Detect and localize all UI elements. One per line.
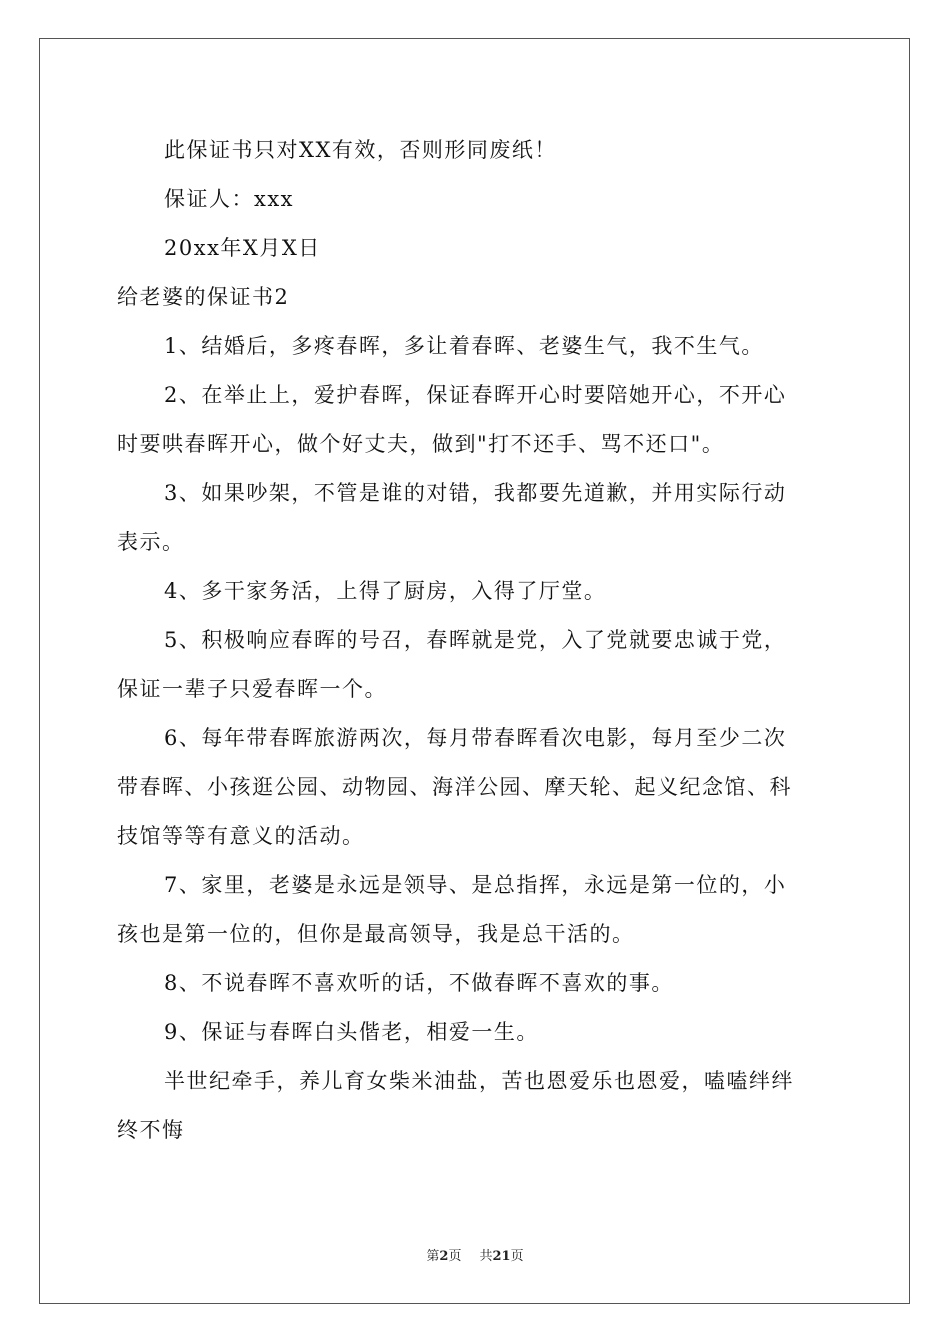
paragraph-line: 6、每年带春晖旅游两次，每月带春晖看次电影，每月至少二次 — [164, 726, 787, 750]
paragraph-line: 3、如果吵架，不管是谁的对错，我都要先道歉，并用实际行动 — [164, 481, 787, 505]
paragraph-line: 孩也是第一位的，但你是最高领导，我是总干活的。 — [117, 922, 635, 946]
page-prefix: 第 — [426, 1249, 440, 1264]
total-prefix: 共 — [479, 1249, 493, 1264]
paragraph-line: 时要哄春晖开心，做个好丈夫，做到"打不还手、骂不还口"。 — [117, 432, 725, 456]
date-line: 20xx年X月X日 — [164, 236, 321, 260]
page-suffix: 页 — [448, 1249, 462, 1264]
paragraph-line: 4、多干家务活，上得了厨房，入得了厅堂。 — [164, 579, 607, 603]
paragraph-line: 技馆等等有意义的活动。 — [117, 824, 365, 848]
section-title: 给老婆的保证书2 — [117, 285, 290, 309]
page-number: 2 — [439, 1249, 449, 1264]
paragraph-line: 8、不说春晖不喜欢听的话，不做春晖不喜欢的事。 — [164, 971, 674, 995]
paragraph-line: 带春晖、小孩逛公园、动物园、海洋公园、摩天轮、起义纪念馆、科 — [117, 775, 792, 799]
paragraph-line: 表示。 — [117, 530, 185, 554]
paragraph-line: 保证一辈子只爱春晖一个。 — [117, 677, 387, 701]
paragraph-line: 9、保证与春晖白头偕老，相爱一生。 — [164, 1020, 539, 1044]
total-pages: 21 — [492, 1249, 511, 1264]
paragraph-line: 终不悔 — [117, 1118, 185, 1142]
paragraph-line: 1、结婚后，多疼春晖，多让着春晖、老婆生气，我不生气。 — [164, 334, 764, 358]
paragraph-line: 半世纪牵手，养儿育女柴米油盐，苦也恩爱乐也恩爱，嗑嗑绊绊 — [164, 1069, 794, 1093]
paragraph-line: 7、家里，老婆是永远是领导、是总指挥，永远是第一位的，小 — [164, 873, 787, 897]
document-body — [117, 126, 837, 1155]
validity-statement: 此保证书只对XX有效，否则形同废纸！ — [164, 138, 557, 162]
total-suffix: 页 — [510, 1249, 524, 1264]
paragraph-line: 2、在举止上，爱护春晖，保证春晖开心时要陪她开心，不开心 — [164, 383, 787, 407]
guarantor-line: 保证人：xxx — [164, 187, 295, 211]
page-footer — [0, 1248, 950, 1266]
paragraph-line: 5、积极响应春晖的号召，春晖就是党，入了党就要忠诚于党， — [164, 628, 787, 652]
